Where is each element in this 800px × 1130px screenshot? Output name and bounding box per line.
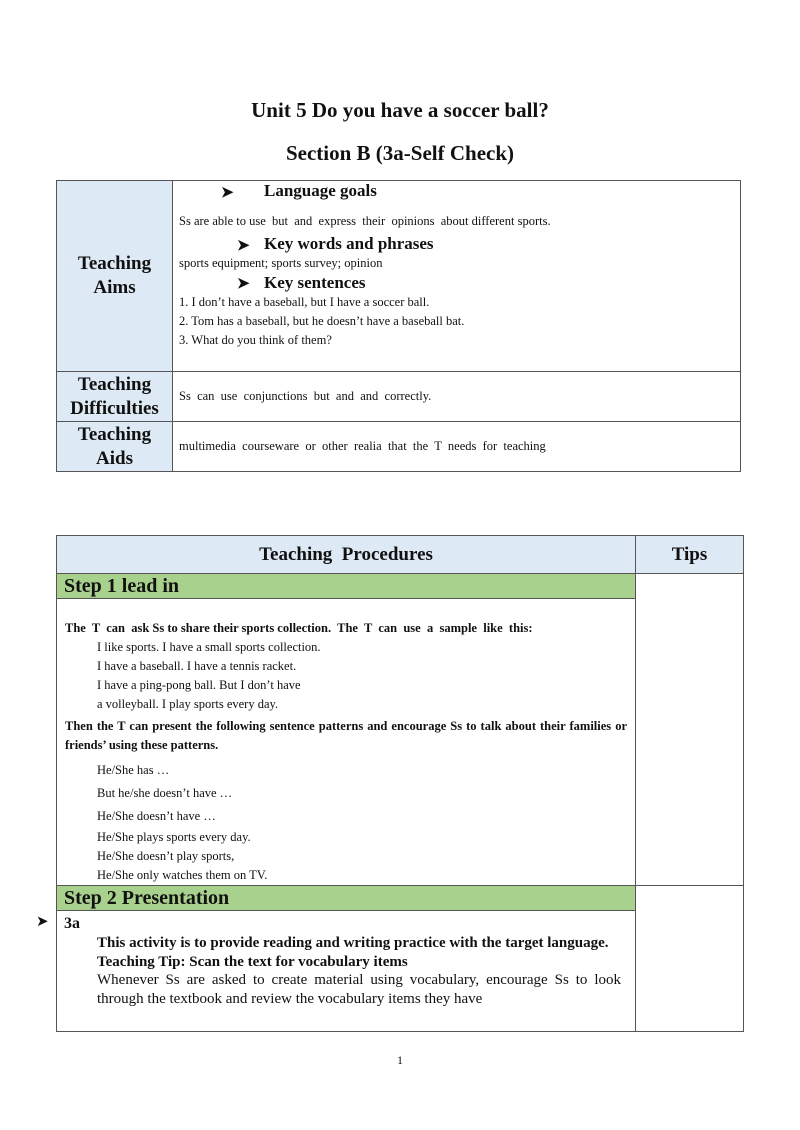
step1-intro: The T can ask Ss to share their sports collection. The T can use a sample like this:: [65, 621, 533, 635]
teaching-aims-content: [173, 181, 741, 372]
step1-sample-line: I like sports. I have a small sports collection.: [97, 640, 321, 654]
key-words-title: Key words and phrases: [264, 234, 434, 253]
arrow-bullet-icon: ➤: [36, 914, 49, 930]
arrow-bullet-icon: ➤: [237, 238, 250, 254]
teaching-difficulties-header: Teaching Difficulties: [57, 372, 173, 422]
step1-then: Then the T can present the following sentence patterns and encourage Ss to talk about their families or friends’ using these patterns.: [65, 719, 627, 752]
teaching-aims-header: Teaching Aims: [57, 181, 173, 372]
step2-tip-title: Teaching Tip: Scan the text for vocabulary items: [97, 953, 408, 970]
step1-sample-line: I have a baseball. I have a tennis racket.: [97, 659, 297, 673]
arrow-bullet-icon: ➤: [221, 185, 234, 201]
step2-content: [57, 911, 636, 1032]
page-number: 1: [397, 1053, 403, 1067]
teaching-aids-text: multimedia courseware or other realia that the T needs for teaching: [173, 422, 741, 472]
step2-tip-text: Whenever Ss are asked to create material using vocabulary, encourage Ss to look through the textbook and review the vocabulary items they have: [97, 972, 621, 1007]
step1-title: Step 1 lead in: [57, 574, 636, 599]
key-sentence-2: 2. Tom has a baseball, but he doesn’t have a baseball bat.: [179, 314, 465, 328]
document-subtitle: Section B (3a-Self Check): [285, 141, 515, 165]
language-goals-title: Language goals: [264, 181, 377, 200]
teaching-aids-header: Teaching Aids: [57, 422, 173, 472]
arrow-bullet-icon: ➤: [237, 276, 250, 292]
step2-description: This activity is to provide reading and writing practice with the target language.: [97, 935, 609, 951]
step1-pattern: He/She has …: [97, 763, 170, 777]
procedures-header: Teaching Procedures: [57, 536, 636, 574]
step2-label: 3a: [64, 915, 80, 932]
step1-pattern: He/She doesn’t play sports,: [97, 849, 235, 863]
step2-title: Step 2 Presentation: [57, 886, 636, 911]
key-words-text: sports equipment; sports survey; opinion: [179, 256, 383, 270]
teaching-procedures-table: [56, 535, 744, 1032]
step1-pattern: He/She doesn’t have …: [97, 809, 216, 823]
step1-pattern: He/She plays sports every day.: [97, 830, 251, 844]
teaching-aims-table: [56, 180, 741, 472]
step1-sample-line: I have a ping-pong ball. But I don’t have: [97, 678, 301, 692]
step1-content: [57, 599, 636, 886]
step1-pattern: But he/she doesn’t have …: [97, 786, 233, 800]
key-sentences-title: Key sentences: [264, 273, 366, 292]
step1-tips-cell: [636, 574, 744, 886]
step1-pattern: He/She only watches them on TV.: [97, 868, 268, 882]
step2-tips-cell: [636, 886, 744, 1032]
language-goals-text: Ss are able to use but and express their opinions about different sports.: [179, 214, 551, 228]
key-sentence-1: 1. I don’t have a baseball, but I have a soccer ball.: [179, 295, 430, 309]
document-title: Unit 5 Do you have a soccer ball?: [251, 98, 549, 122]
teaching-difficulties-text: Ss can use conjunctions but and and correctly.: [173, 372, 741, 422]
tips-header: Tips: [636, 536, 744, 574]
key-sentence-3: 3. What do you think of them?: [179, 333, 332, 347]
step1-sample-line: a volleyball. I play sports every day.: [97, 697, 279, 711]
